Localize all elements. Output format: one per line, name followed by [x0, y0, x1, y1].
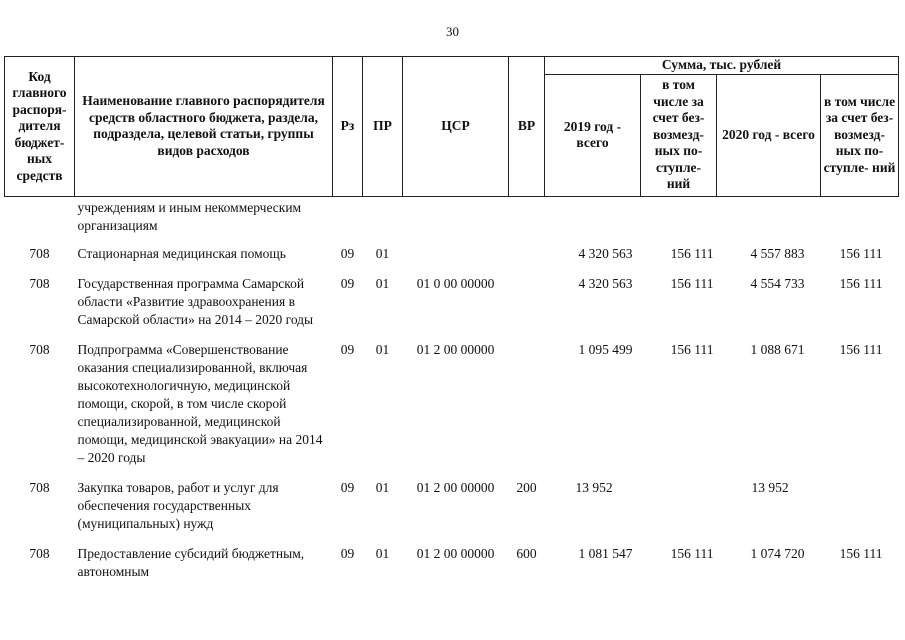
- header-2019-total: 2019 год - всего: [545, 74, 641, 196]
- table-body: [5, 196, 899, 593]
- cell-vr: [509, 245, 545, 275]
- cell-pr: [363, 196, 403, 245]
- cell-2019-free: [641, 479, 717, 545]
- header-2019-free: в том числе за счет без- возмезд- ных по- ступле- ний: [641, 74, 717, 196]
- cell-vr: [509, 196, 545, 245]
- header-name: Наименование главного распорядителя средств областного бюджета, раздела, подраздела, целевой статьи, группы видов расходов: [75, 57, 333, 197]
- cell-rz: 09: [340, 479, 355, 495]
- cell-rz: [333, 196, 363, 245]
- cell-2019-free: 156 111: [670, 275, 714, 291]
- header-sum: Сумма, тыс. рублей: [545, 57, 899, 75]
- header-pr: ПР: [363, 57, 403, 197]
- cell-vr: [509, 341, 545, 479]
- cell-name: Закупка товаров, работ и услуг для обеспечения государственных (муниципальных) нужд: [77, 479, 279, 531]
- cell-csr: 01 2 00 00000: [416, 545, 495, 561]
- cell-name: Подпрограмма «Совершенствование оказания специализированной, включая высокотехнологичную, медицинской помощи, скорой, в том числе скорой специализированной, медицинской помощи, медицинской эвакуации» на 2014 – 2020 годы: [77, 341, 323, 465]
- cell-vr: 600: [516, 545, 537, 561]
- cell-rz: 09: [340, 341, 355, 357]
- cell-2020-free: 156 111: [839, 245, 883, 261]
- cell-2019-free: 156 111: [670, 545, 714, 561]
- cell-2020-total: 1 074 720: [750, 545, 805, 561]
- cell-2019-total: 4 320 563: [578, 275, 633, 291]
- cell-2020-free: 156 111: [839, 545, 883, 561]
- cell-2019-total: 1 095 499: [578, 341, 633, 357]
- header-rz: Рз: [333, 57, 363, 197]
- table-row: [5, 196, 899, 245]
- cell-vr: [509, 275, 545, 341]
- cell-pr: 01: [375, 545, 390, 561]
- header-code: Код главного распоря- дителя бюджет- ных средств: [5, 57, 75, 197]
- cell-2020-total: [717, 196, 821, 245]
- cell-vr: 200: [516, 479, 537, 495]
- header-vr: ВР: [509, 57, 545, 197]
- cell-name: Стационарная медицинская помощь: [77, 245, 286, 261]
- cell-pr: 01: [375, 341, 390, 357]
- cell-code: 708: [29, 245, 50, 261]
- cell-2020-total: 13 952: [751, 479, 789, 495]
- cell-csr: 01 2 00 00000: [416, 479, 495, 495]
- table-row: [5, 245, 899, 275]
- cell-2019-free: 156 111: [670, 245, 714, 261]
- cell-rz: 09: [340, 275, 355, 291]
- cell-2019-free: [641, 196, 717, 245]
- header-2020-free: в том числе за счет без- возмезд- ных по- ступле- ний: [821, 74, 899, 196]
- cell-pr: 01: [375, 245, 390, 261]
- cell-rz: 09: [340, 545, 355, 561]
- budget-table: [4, 56, 899, 593]
- cell-2020-free: [821, 479, 899, 545]
- cell-name: Предоставление субсидий бюджетным, автономным: [77, 545, 305, 579]
- table-header: [5, 57, 899, 197]
- cell-2019-total: 4 320 563: [578, 245, 633, 261]
- cell-2020-free: [821, 196, 899, 245]
- header-2020-total: 2020 год - всего: [717, 74, 821, 196]
- cell-csr: 01 2 00 00000: [416, 341, 495, 357]
- cell-2019-free: 156 111: [670, 341, 714, 357]
- table-row: [5, 479, 899, 545]
- cell-pr: 01: [375, 275, 390, 291]
- cell-csr: [403, 245, 509, 275]
- cell-code: 708: [29, 479, 50, 495]
- cell-code: 708: [29, 275, 50, 291]
- cell-2020-total: 1 088 671: [750, 341, 805, 357]
- cell-2020-free: 156 111: [839, 275, 883, 291]
- cell-2019-total: 13 952: [575, 479, 613, 495]
- table-row: [5, 341, 899, 479]
- cell-2020-total: 4 554 733: [750, 275, 805, 291]
- table-row: [5, 275, 899, 341]
- cell-name: учреждениям и иным некоммерческим организациям: [77, 199, 302, 233]
- cell-2019-total: [545, 196, 641, 245]
- cell-2019-total: 1 081 547: [578, 545, 633, 561]
- cell-code: [5, 196, 75, 245]
- cell-pr: 01: [375, 479, 390, 495]
- cell-2020-total: 4 557 883: [750, 245, 805, 261]
- cell-2020-free: 156 111: [839, 341, 883, 357]
- header-csr: ЦСР: [403, 57, 509, 197]
- cell-csr: [403, 196, 509, 245]
- cell-name: Государственная программа Самарской области «Развитие здравоохранения в Самарской области» на 2014 – 2020 годы: [77, 275, 314, 327]
- page-number: 30: [446, 24, 459, 39]
- cell-code: 708: [29, 545, 50, 561]
- cell-csr: 01 0 00 00000: [416, 275, 495, 291]
- table-row: [5, 545, 899, 593]
- cell-rz: 09: [340, 245, 355, 261]
- cell-code: 708: [29, 341, 50, 357]
